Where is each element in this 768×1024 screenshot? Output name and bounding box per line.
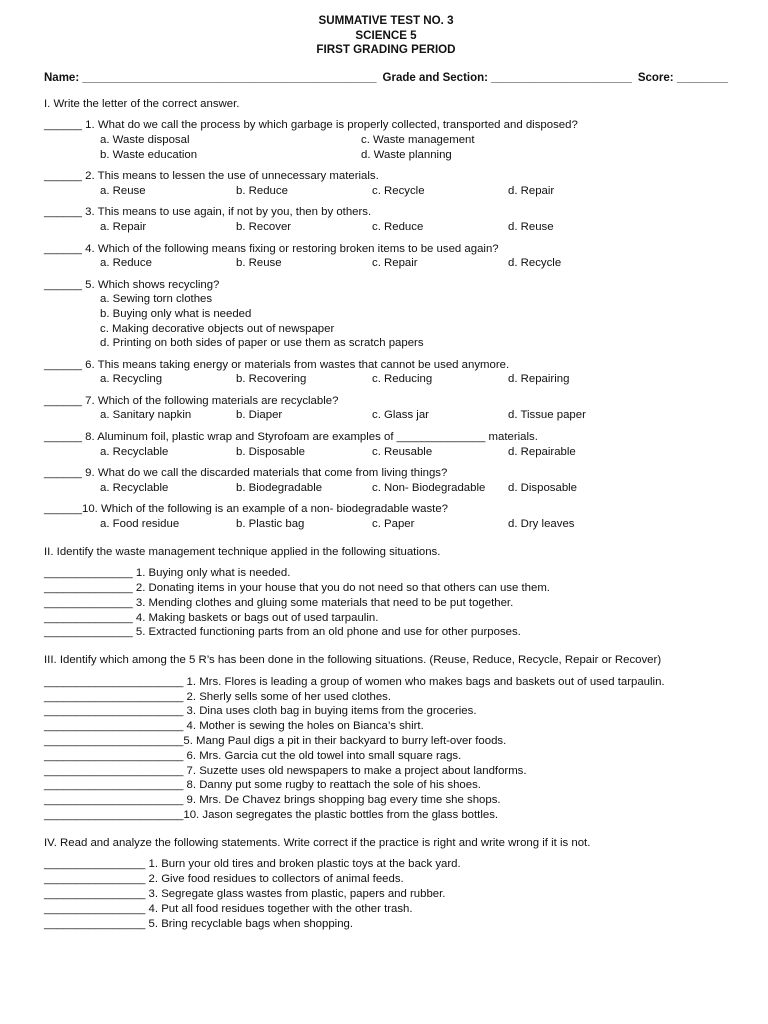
- answer-option: a. Waste disposal: [100, 133, 190, 146]
- answer-option: d. Dry leaves: [508, 518, 575, 531]
- question-6: [44, 358, 728, 387]
- list-item: ______________________ 1. Mrs. Flores is leading a group of women who makes bags and baskets out of used tarpaulin.: [44, 675, 665, 688]
- answer-option: a. Sewing torn clothes: [100, 293, 213, 306]
- part3-title: III. Identify which among the 5 R’s has been done in the following situations. (Reuse, Reduce, Recycle, Repair or Recover): [44, 654, 662, 667]
- question-stem: ______ 1. What do we call the process by which garbage is properly collected, transported and disposed?: [44, 119, 578, 132]
- test-title: SUMMATIVE TEST NO. 3: [318, 14, 454, 27]
- list-item: ______________________ 9. Mrs. De Chavez brings shopping bag every time she shops.: [44, 794, 501, 807]
- subject-title: SCIENCE 5: [355, 28, 417, 42]
- answer-option: c. Reducing: [372, 373, 433, 386]
- grade-section-field[interactable]: Grade and Section: ______________________: [382, 71, 632, 84]
- question-3: [44, 205, 728, 234]
- answer-options: [44, 481, 728, 496]
- answer-option: a. Recyclable: [100, 481, 169, 494]
- list-item: ______________ 4. Making baskets or bags out of used tarpaulin.: [44, 611, 379, 624]
- list-item: ______________________ 8. Danny put some rugby to reattach the sole of his shoes.: [44, 779, 481, 792]
- answer-options: [44, 445, 728, 460]
- list-item: ______________________ 4. Mother is sewing the holes on Bianca’s shirt.: [44, 720, 424, 733]
- list-item: ________________ 5. Bring recyclable bags when shopping.: [44, 917, 354, 930]
- part4-items: [44, 857, 728, 931]
- list-item: ______________________ 3. Dina uses cloth bag in buying items from the groceries.: [44, 705, 477, 718]
- part2-items: [44, 566, 728, 640]
- question-stem: ______ 4. Which of the following means fixing or restoring broken items to be used again?: [44, 242, 499, 255]
- answer-option: a. Reuse: [100, 184, 146, 197]
- answer-options: [44, 408, 728, 423]
- question-10: [44, 502, 728, 531]
- list-item: ________________ 4. Put all food residues together with the other trash.: [44, 902, 413, 915]
- answer-option: c. Non- Biodegradable: [372, 481, 486, 494]
- answer-option: d. Tissue paper: [508, 409, 586, 422]
- answer-option: d. Reuse: [508, 220, 554, 233]
- list-item: ________________ 3. Segregate glass wastes from plastic, papers and rubber.: [44, 887, 446, 900]
- answer-option: d. Disposable: [508, 481, 578, 494]
- question-stem: ______ 7. Which of the following materials are recyclable?: [44, 394, 339, 407]
- list-item: ______________ 3. Mending clothes and gluing some materials that need to be put together.: [44, 596, 514, 609]
- answer-option: b. Buying only what is needed: [100, 307, 252, 320]
- answer-option: d. Recycle: [508, 257, 562, 270]
- list-item: ______________________10. Jason segregates the plastic bottles from the glass bottles.: [44, 808, 499, 821]
- question-stem: ______ 6. This means taking energy or materials from wastes that cannot be used anymore.: [44, 358, 510, 371]
- grading-period: FIRST GRADING PERIOD: [316, 43, 456, 57]
- part3-items: [44, 675, 728, 823]
- answer-option: c. Repair: [372, 257, 418, 270]
- list-item: ______________ 2. Donating items in your house that you do not need so that others can use them.: [44, 582, 550, 595]
- question-2: [44, 169, 728, 198]
- answer-option: b. Recovering: [236, 373, 307, 386]
- answer-option: b. Reduce: [236, 184, 288, 197]
- answer-option: b. Biodegradable: [236, 481, 323, 494]
- part1-questions: [44, 118, 728, 531]
- question-8: [44, 430, 728, 459]
- part2-section: [44, 545, 728, 641]
- answer-options: [44, 292, 728, 350]
- answer-option: b. Reuse: [236, 257, 282, 270]
- part4-section: [44, 836, 728, 932]
- question-9: [44, 466, 728, 495]
- list-item: ________________ 2. Give food residues to collectors of animal feeds.: [44, 873, 404, 886]
- answer-option: b. Plastic bag: [236, 518, 305, 531]
- answer-option: a. Food residue: [100, 518, 180, 531]
- answer-option: d. Printing on both sides of paper or use them as scratch papers: [100, 337, 424, 350]
- answer-option: c. Making decorative objects out of newspaper: [100, 322, 335, 335]
- answer-option: b. Recover: [236, 220, 292, 233]
- name-field[interactable]: Name: ______________________________________________: [44, 71, 377, 84]
- part4-title: IV. Read and analyze the following statements. Write correct if the practice is right and write wrong if it is not.: [44, 836, 591, 849]
- list-item: ______________________5. Mang Paul digs a pit in their backyard to burry left-over foods.: [44, 734, 507, 747]
- list-item: ______________ 1. Buying only what is needed.: [44, 567, 291, 580]
- answer-option: a. Reduce: [100, 257, 152, 270]
- answer-option: a. Recyclable: [100, 445, 169, 458]
- answer-options: [44, 256, 728, 271]
- question-stem: ______ 5. Which shows recycling?: [44, 278, 220, 291]
- question-stem: ______10. Which of the following is an example of a non- biodegradable waste?: [44, 503, 449, 516]
- answer-option: c. Paper: [372, 518, 415, 531]
- answer-option: b. Diaper: [236, 409, 283, 422]
- question-5: [44, 278, 728, 351]
- answer-option: d. Repairable: [508, 445, 576, 458]
- question-stem: ______ 3. This means to use again, if not by you, then by others.: [44, 206, 372, 219]
- answer-options: [44, 184, 728, 199]
- answer-options: [44, 372, 728, 387]
- answer-option: c. Reusable: [372, 445, 433, 458]
- answer-option: d. Waste planning: [361, 148, 452, 161]
- part1-section: [44, 97, 728, 532]
- score-field[interactable]: Score: ________: [637, 71, 728, 84]
- answer-option: c. Glass jar: [372, 409, 429, 422]
- answer-option: a. Repair: [100, 220, 147, 233]
- answer-options: [44, 517, 728, 532]
- question-stem: ______ 8. Aluminum foil, plastic wrap and Styrofoam are examples of ______________ materials.: [44, 431, 538, 444]
- answer-option: d. Repair: [508, 184, 555, 197]
- part2-title: II. Identify the waste management technique applied in the following situations.: [44, 545, 441, 558]
- answer-option: a. Recycling: [100, 373, 163, 386]
- student-info-line: [44, 72, 728, 84]
- answer-option: b. Waste education: [100, 148, 198, 161]
- list-item: ________________ 1. Burn your old tires and broken plastic toys at the back yard.: [44, 858, 461, 871]
- answer-option: a. Sanitary napkin: [100, 409, 192, 422]
- list-item: ______________ 5. Extracted functioning parts from an old phone and use for other purposes.: [44, 626, 521, 639]
- answer-option: c. Reduce: [372, 220, 424, 233]
- list-item: ______________________ 2. Sherly sells some of her used clothes.: [44, 690, 392, 703]
- answer-option: b. Disposable: [236, 445, 306, 458]
- list-item: ______________________ 7. Suzette uses old newspapers to make a project about landforms.: [44, 764, 527, 777]
- answer-options: [44, 220, 728, 235]
- answer-option: c. Recycle: [372, 184, 425, 197]
- answer-option: c. Waste management: [361, 133, 475, 146]
- answer-options: [44, 133, 728, 162]
- part3-section: [44, 653, 728, 823]
- question-stem: ______ 2. This means to lessen the use of unnecessary materials.: [44, 170, 379, 183]
- question-7: [44, 394, 728, 423]
- question-4: [44, 242, 728, 271]
- list-item: ______________________ 6. Mrs. Garcia cut the old towel into small square rags.: [44, 749, 462, 762]
- part1-title: I. Write the letter of the correct answer.: [44, 97, 240, 110]
- answer-option: d. Repairing: [508, 373, 570, 386]
- question-1: [44, 118, 728, 162]
- question-stem: ______ 9. What do we call the discarded materials that come from living things?: [44, 467, 448, 480]
- test-header: [44, 14, 728, 58]
